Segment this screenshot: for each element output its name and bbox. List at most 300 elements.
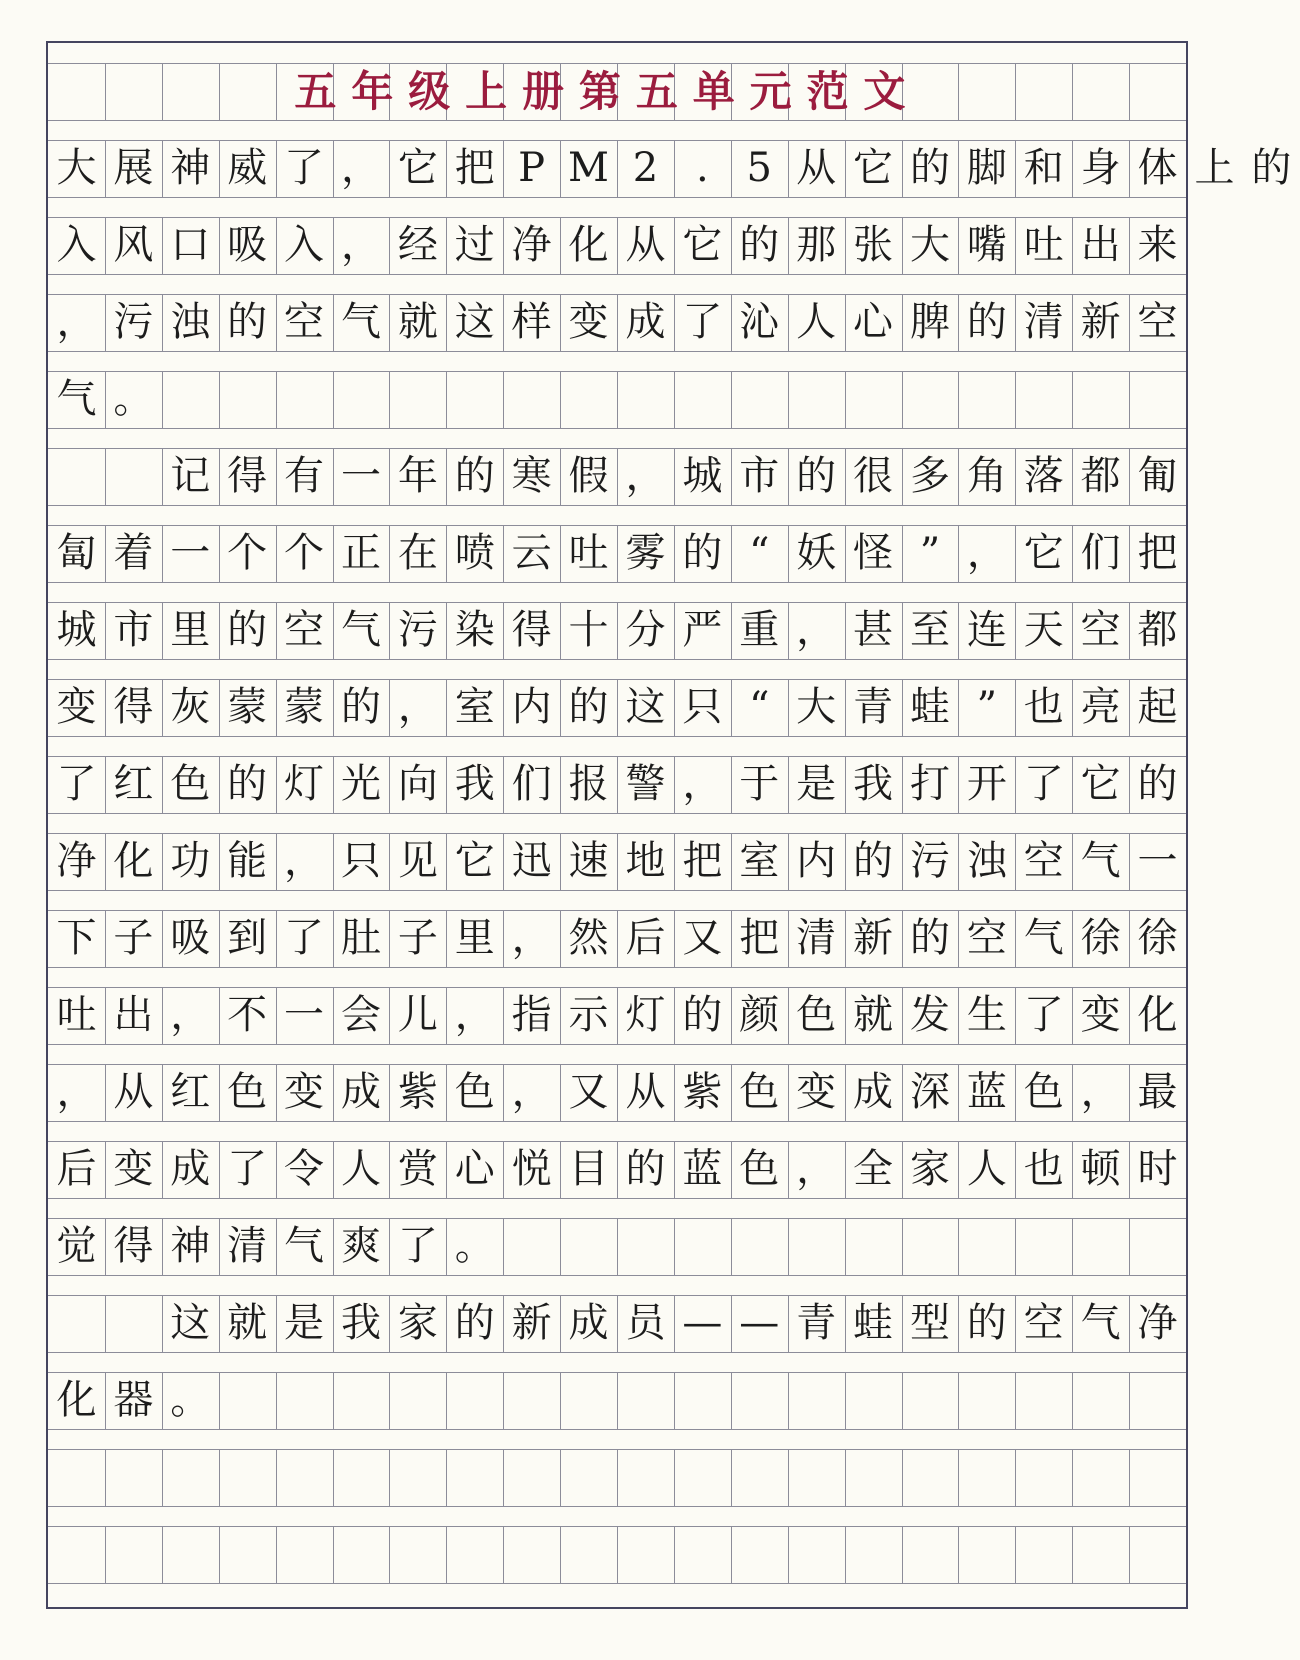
cell-divider <box>105 449 106 505</box>
text-char: 最 <box>1137 1069 1178 1115</box>
text-char: ， <box>511 915 552 961</box>
text-char: 都 <box>1080 453 1121 499</box>
text-char: 净 <box>1137 1300 1178 1346</box>
text-char: 气 <box>340 299 381 345</box>
text-char: 。 <box>454 1223 495 1269</box>
cell-divider <box>902 1450 903 1506</box>
cell-divider <box>788 1450 789 1506</box>
text-char: 变 <box>113 1146 154 1192</box>
text-char: ， <box>682 761 723 807</box>
cell-divider <box>731 372 732 428</box>
text-char: 指 <box>511 992 552 1038</box>
text-char: 从 <box>113 1069 154 1115</box>
text-char: 是 <box>796 761 837 807</box>
cell-divider <box>389 372 390 428</box>
text-char: 样 <box>511 299 552 345</box>
text-char: 匐 <box>56 530 97 576</box>
text-char: 空 <box>1023 1300 1064 1346</box>
title-char: 元 <box>749 67 792 116</box>
cell-divider <box>1015 1527 1016 1583</box>
text-char: 紫 <box>682 1069 723 1115</box>
text-char: 速 <box>568 838 609 884</box>
text-char: 又 <box>682 915 723 961</box>
text-char: 正 <box>340 530 381 576</box>
cell-divider <box>902 1373 903 1429</box>
text-char: 家 <box>909 1146 950 1192</box>
cell-divider <box>389 1450 390 1506</box>
text-char: 会 <box>340 992 381 1038</box>
text-char: 内 <box>796 838 837 884</box>
text-char: 了 <box>56 761 97 807</box>
text-char: 得 <box>227 453 268 499</box>
text-char: 成 <box>340 1069 381 1115</box>
text-char: 2 <box>632 145 659 191</box>
text-char: 清 <box>796 915 837 961</box>
text-char: 张 <box>853 222 894 268</box>
text-char: 风 <box>113 222 154 268</box>
cell-divider <box>1072 1373 1073 1429</box>
cell-divider <box>219 1527 220 1583</box>
text-char: 把 <box>454 145 495 191</box>
text-char: 沁 <box>739 299 780 345</box>
text-char: 至 <box>909 607 950 653</box>
text-char: 吐 <box>568 530 609 576</box>
text-char: 神 <box>170 145 211 191</box>
text-char: 匍 <box>1137 453 1178 499</box>
text-char: 从 <box>625 1069 666 1115</box>
cell-divider <box>958 1219 959 1275</box>
text-char: 的 <box>909 915 950 961</box>
text-char: 展 <box>113 145 154 191</box>
cell-divider <box>1072 64 1073 120</box>
cell-divider <box>503 1450 504 1506</box>
cell-divider <box>788 1527 789 1583</box>
text-char: 成 <box>853 1069 894 1115</box>
text-char: 分 <box>625 607 666 653</box>
text-char: 蛙 <box>909 684 950 730</box>
text-char: 连 <box>966 607 1007 653</box>
text-char: 城 <box>56 607 97 653</box>
text-char: 我 <box>340 1300 381 1346</box>
text-char: 人 <box>340 1146 381 1192</box>
cell-divider <box>674 1450 675 1506</box>
text-char: M <box>568 145 610 191</box>
cell-divider <box>845 1527 846 1583</box>
cell-divider <box>1015 1373 1016 1429</box>
cell-divider <box>617 372 618 428</box>
text-char: 它 <box>682 222 723 268</box>
text-char: 了 <box>682 299 723 345</box>
text-char: 变 <box>568 299 609 345</box>
text-char: 空 <box>1023 838 1064 884</box>
text-char: 人 <box>796 299 837 345</box>
cell-divider <box>560 1373 561 1429</box>
text-char: P <box>518 145 546 191</box>
text-char: 大 <box>56 145 97 191</box>
text-char: 气 <box>284 1223 325 1269</box>
text-char: 就 <box>853 992 894 1038</box>
text-char: 灰 <box>170 684 211 730</box>
text-char: 于 <box>739 761 780 807</box>
cell-divider <box>389 1527 390 1583</box>
text-char: ， <box>1080 1069 1121 1115</box>
text-char: 然 <box>568 915 609 961</box>
text-char: 色 <box>739 1069 780 1115</box>
text-char: 新 <box>853 915 894 961</box>
text-char: 色 <box>1023 1069 1064 1115</box>
text-char: 的 <box>909 145 950 191</box>
cell-divider <box>162 372 163 428</box>
cell-divider <box>845 372 846 428</box>
text-char: 新 <box>1080 299 1121 345</box>
text-char: 能 <box>227 838 268 884</box>
text-char: 们 <box>511 761 552 807</box>
text-char: 口 <box>170 222 211 268</box>
text-char: 吸 <box>170 915 211 961</box>
text-char: 了 <box>1023 761 1064 807</box>
text-char: 变 <box>1080 992 1121 1038</box>
text-char: 空 <box>1137 299 1178 345</box>
text-char: 浊 <box>170 299 211 345</box>
text-char: 变 <box>56 684 97 730</box>
text-char: 灯 <box>284 761 325 807</box>
title-char: 册 <box>522 67 565 116</box>
composition-paper <box>46 41 1292 1609</box>
text-char: 这 <box>454 299 495 345</box>
text-char: 经 <box>397 222 438 268</box>
text-char: 光 <box>340 761 381 807</box>
text-char: “ <box>749 530 770 576</box>
cell-divider <box>446 1527 447 1583</box>
text-char: 发 <box>909 992 950 1038</box>
text-char: 的 <box>1137 761 1178 807</box>
text-char: 变 <box>284 1069 325 1115</box>
text-char: 人 <box>966 1146 1007 1192</box>
cell-divider <box>674 372 675 428</box>
text-char: 的 <box>227 761 268 807</box>
text-char: 寒 <box>511 453 552 499</box>
grid-row <box>48 1449 1186 1507</box>
text-char: 的 <box>1251 145 1292 191</box>
cell-divider <box>1129 64 1130 120</box>
cell-divider <box>731 1219 732 1275</box>
text-char: 子 <box>397 915 438 961</box>
cell-divider <box>1015 64 1016 120</box>
text-char: 子 <box>113 915 154 961</box>
text-char: 天 <box>1023 607 1064 653</box>
text-char: ， <box>796 1146 837 1192</box>
cell-divider <box>845 1450 846 1506</box>
text-char: 市 <box>113 607 154 653</box>
text-char: ， <box>966 530 1007 576</box>
cell-divider <box>1015 1450 1016 1506</box>
cell-divider <box>845 1219 846 1275</box>
text-char: 化 <box>1137 992 1178 1038</box>
cell-divider <box>1129 1527 1130 1583</box>
text-char: 5 <box>746 145 772 191</box>
text-char: ， <box>625 453 666 499</box>
cell-divider <box>446 1373 447 1429</box>
cell-divider <box>617 1373 618 1429</box>
title-char: 第 <box>578 67 621 116</box>
text-char: 来 <box>1137 222 1178 268</box>
text-char: 空 <box>1080 607 1121 653</box>
text-char: 怪 <box>853 530 894 576</box>
text-char: 紫 <box>397 1069 438 1115</box>
text-char: 大 <box>796 684 837 730</box>
text-char: — <box>682 1300 723 1346</box>
cell-divider <box>276 1373 277 1429</box>
text-char: ， <box>454 992 495 1038</box>
cell-divider <box>276 372 277 428</box>
text-char: 成 <box>625 299 666 345</box>
text-char: 这 <box>625 684 666 730</box>
text-char: 的 <box>454 453 495 499</box>
cell-divider <box>902 1219 903 1275</box>
text-char: 大 <box>909 222 950 268</box>
text-char: 了 <box>284 915 325 961</box>
text-char: 红 <box>113 761 154 807</box>
text-char: 的 <box>340 684 381 730</box>
text-char: 从 <box>796 145 837 191</box>
text-char: 脚 <box>966 145 1007 191</box>
text-char: 污 <box>113 299 154 345</box>
text-char: 就 <box>397 299 438 345</box>
cell-divider <box>105 1296 106 1352</box>
cell-divider <box>276 1527 277 1583</box>
text-char: 内 <box>511 684 552 730</box>
text-char: 也 <box>1023 684 1064 730</box>
cell-divider <box>617 1527 618 1583</box>
text-char: 目 <box>568 1146 609 1192</box>
text-char: 把 <box>682 838 723 884</box>
text-char: 重 <box>739 607 780 653</box>
text-char: 出 <box>113 992 154 1038</box>
text-char: 年 <box>397 453 438 499</box>
text-char: 角 <box>966 453 1007 499</box>
text-char: 示 <box>568 992 609 1038</box>
cell-divider <box>958 1373 959 1429</box>
cell-divider <box>788 1373 789 1429</box>
text-char: 成 <box>170 1146 211 1192</box>
text-char: 只 <box>682 684 723 730</box>
text-char: 器 <box>113 1377 154 1423</box>
text-char: 地 <box>625 838 666 884</box>
grid-row <box>48 1372 1186 1430</box>
text-char: 型 <box>909 1300 950 1346</box>
text-char: 色 <box>739 1146 780 1192</box>
text-char: 入 <box>56 222 97 268</box>
text-char: 一 <box>284 992 325 1038</box>
cell-divider <box>105 1450 106 1506</box>
cell-divider <box>958 1527 959 1583</box>
text-char: 空 <box>966 915 1007 961</box>
text-char: 室 <box>739 838 780 884</box>
cell-divider <box>1072 1527 1073 1583</box>
cell-divider <box>333 372 334 428</box>
text-char: 从 <box>625 222 666 268</box>
text-char: 后 <box>56 1146 97 1192</box>
text-char: 都 <box>1137 607 1178 653</box>
text-char: 徐 <box>1080 915 1121 961</box>
text-char: 气 <box>1080 1300 1121 1346</box>
text-char: 化 <box>568 222 609 268</box>
text-char: 变 <box>796 1069 837 1115</box>
text-char: 色 <box>454 1069 495 1115</box>
text-char: 在 <box>397 530 438 576</box>
cell-divider <box>219 64 220 120</box>
text-char: 污 <box>909 838 950 884</box>
text-char: 神 <box>170 1223 211 1269</box>
text-char: 爽 <box>340 1223 381 1269</box>
cell-divider <box>219 1450 220 1506</box>
text-char: 化 <box>56 1377 97 1423</box>
text-char: 净 <box>56 838 97 884</box>
cell-divider <box>276 1450 277 1506</box>
text-char: 净 <box>511 222 552 268</box>
cell-divider <box>902 372 903 428</box>
text-char: 它 <box>853 145 894 191</box>
text-char: 下 <box>56 915 97 961</box>
cell-divider <box>560 1219 561 1275</box>
text-char: 身 <box>1080 145 1121 191</box>
cell-divider <box>1129 1450 1130 1506</box>
text-char: 清 <box>227 1223 268 1269</box>
text-char: 色 <box>796 992 837 1038</box>
text-char: 气 <box>1023 915 1064 961</box>
text-char: ” <box>919 530 941 576</box>
text-char: 妖 <box>796 530 837 576</box>
cell-divider <box>503 372 504 428</box>
text-char: 它 <box>1023 530 1064 576</box>
text-char: ， <box>170 992 211 1038</box>
text-char: 蓝 <box>682 1146 723 1192</box>
text-char: 到 <box>227 915 268 961</box>
text-char: 出 <box>1080 222 1121 268</box>
text-char: 室 <box>454 684 495 730</box>
text-char: 过 <box>454 222 495 268</box>
text-char: 又 <box>568 1069 609 1115</box>
text-char: 它 <box>1080 761 1121 807</box>
text-char: 入 <box>284 222 325 268</box>
text-char: 起 <box>1137 684 1178 730</box>
text-char: 警 <box>625 761 666 807</box>
text-char: 了 <box>284 145 325 191</box>
title-char: 级 <box>408 67 451 116</box>
cell-divider <box>617 1219 618 1275</box>
title-char: 五 <box>635 67 678 116</box>
text-char: ， <box>284 838 325 884</box>
cell-divider <box>333 1450 334 1506</box>
text-char: 功 <box>170 838 211 884</box>
text-char: 新 <box>511 1300 552 1346</box>
text-char: 假 <box>568 453 609 499</box>
text-char: ， <box>340 222 381 268</box>
cell-divider <box>731 1450 732 1506</box>
text-char: 蛙 <box>853 1300 894 1346</box>
text-char: 市 <box>739 453 780 499</box>
text-char: 肚 <box>340 915 381 961</box>
text-char: 的 <box>966 1300 1007 1346</box>
text-char: 只 <box>340 838 381 884</box>
text-char: 清 <box>1023 299 1064 345</box>
text-char: 那 <box>796 222 837 268</box>
title-char: 文 <box>863 67 906 116</box>
text-char: ， <box>56 299 97 345</box>
text-char: 灯 <box>625 992 666 1038</box>
cell-divider <box>560 1450 561 1506</box>
text-char: 吸 <box>227 222 268 268</box>
text-char: 一 <box>340 453 381 499</box>
text-char: 迅 <box>511 838 552 884</box>
text-char: 它 <box>397 145 438 191</box>
cell-divider <box>845 1373 846 1429</box>
text-char: 得 <box>113 684 154 730</box>
text-char: 青 <box>796 1300 837 1346</box>
text-char: 里 <box>170 607 211 653</box>
text-char: 顿 <box>1080 1146 1121 1192</box>
text-char: 令 <box>284 1146 325 1192</box>
cell-divider <box>731 1527 732 1583</box>
text-char: 吐 <box>56 992 97 1038</box>
text-char: ， <box>796 607 837 653</box>
text-char: 严 <box>682 607 723 653</box>
text-char: 一 <box>1137 838 1178 884</box>
text-char: 甚 <box>853 607 894 653</box>
cell-divider <box>1129 1219 1130 1275</box>
cell-divider <box>1072 1450 1073 1506</box>
text-char: 染 <box>454 607 495 653</box>
text-char: 徐 <box>1137 915 1178 961</box>
text-char: 的 <box>739 222 780 268</box>
text-char: 不 <box>227 992 268 1038</box>
text-char: ” <box>976 684 998 730</box>
text-char: 威 <box>227 145 268 191</box>
text-char: 了 <box>227 1146 268 1192</box>
text-char: 得 <box>511 607 552 653</box>
text-char: 亮 <box>1080 684 1121 730</box>
cell-divider <box>503 1527 504 1583</box>
cell-divider <box>958 64 959 120</box>
cell-divider <box>674 1219 675 1275</box>
text-char: 记 <box>170 453 211 499</box>
text-char: 体 <box>1137 145 1178 191</box>
text-char: 个 <box>227 530 268 576</box>
text-char: 里 <box>454 915 495 961</box>
text-char: 生 <box>966 992 1007 1038</box>
text-char: 脾 <box>909 299 950 345</box>
text-char: 气 <box>56 376 97 422</box>
text-char: 心 <box>853 299 894 345</box>
text-char: 一 <box>170 530 211 576</box>
cell-divider <box>731 1373 732 1429</box>
text-char: 向 <box>397 761 438 807</box>
text-char: 开 <box>966 761 1007 807</box>
cell-divider <box>276 64 277 120</box>
cell-divider <box>1129 1373 1130 1429</box>
text-char: 气 <box>340 607 381 653</box>
cell-divider <box>674 1373 675 1429</box>
text-char: . <box>695 145 709 191</box>
text-char: 蒙 <box>284 684 325 730</box>
text-char: 污 <box>397 607 438 653</box>
text-char: 着 <box>113 530 154 576</box>
text-char: 见 <box>397 838 438 884</box>
cell-divider <box>617 1450 618 1506</box>
text-char: 色 <box>227 1069 268 1115</box>
cell-divider <box>162 1450 163 1506</box>
cell-divider <box>446 372 447 428</box>
